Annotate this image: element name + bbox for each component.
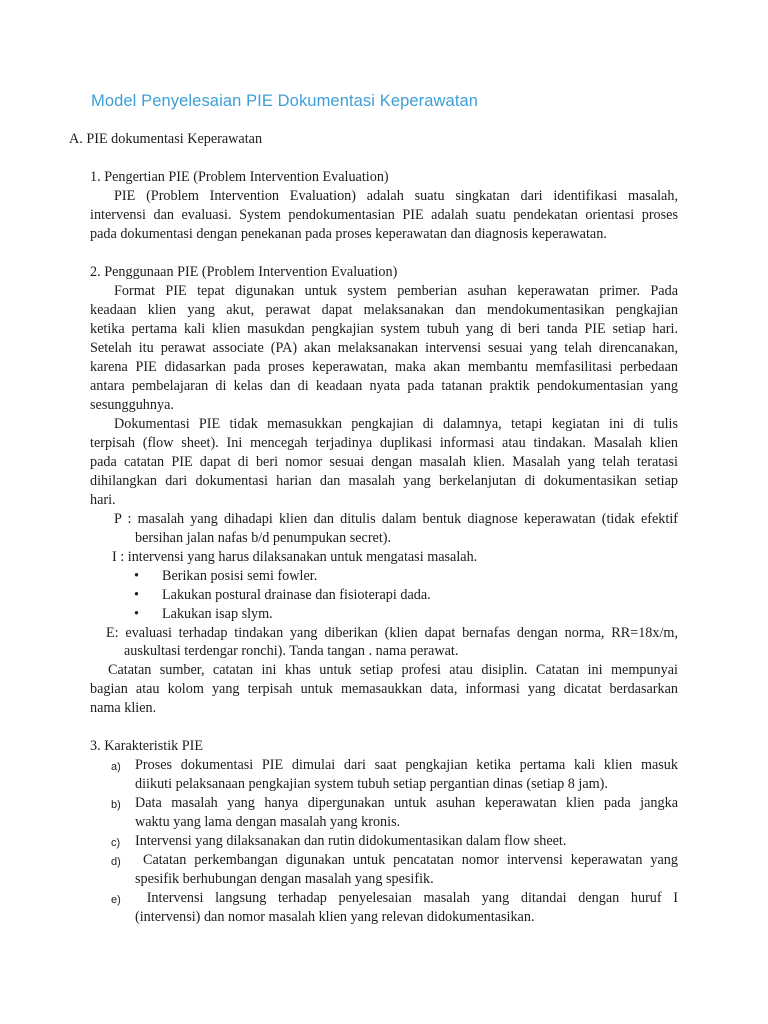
list-label: a)	[111, 761, 121, 773]
s1-line: intervensi dan evaluasi. System pendokumentasian PIE adalah suatu pendekatan orientasi proses	[90, 207, 678, 223]
s2-p3-line: bagian atau kolom yang terpisah untuk memasaukkan data, informasi yang dicatat berdasarkan	[90, 681, 678, 697]
bullet-item: • Lakukan postural drainase dan fisioterapi dada.	[134, 587, 431, 603]
list-item-line: (intervensi) dan nomor masalah klien yang relevan didokumentasikan.	[135, 909, 535, 925]
list-item-line: Intervensi langsung terhadap penyelesaian masalah yang ditandai dengan huruf I	[135, 890, 679, 906]
s1-line: pada dokumentasi dengan penekanan pada proses keperawatan dan diagnosis keperawatan.	[90, 226, 607, 242]
list-label: e)	[111, 894, 121, 906]
s2-p2-line: hari.	[90, 492, 116, 508]
s1-line: PIE (Problem Intervention Evaluation) adalah suatu singkatan dari identifikasi masalah,	[114, 188, 678, 204]
list-label: b)	[111, 799, 121, 811]
s2-p2-line: Dokumentasi PIE tidak memasukkan pengkajian di dalamnya, tetapi kegiatan ini di tulis	[114, 416, 678, 432]
list-item-line: spesifik berhubungan dengan masalah yang spesifik.	[135, 871, 434, 887]
bullet-item: • Berikan posisi semi fowler.	[134, 568, 318, 584]
list-item-line: Proses dokumentasi PIE dimulai dari saat pengkajian ketika pertama kali klien masuk	[135, 757, 678, 773]
s2-p1-line: keadaan klien yang akut, perawat dapat melaksanakan dan mendokumentasikan pengkajian	[90, 302, 678, 318]
bullet-item: • Lakukan isap slym.	[134, 606, 273, 622]
s2-p2-line: terpisah (flow sheet). Ini mencegah terjadinya duplikasi informasi atau tindakan. Masalah klien	[90, 435, 678, 451]
s2-p2-line: dihilangkan dari dokumentasi harian dan masalah yang berkelanjutan di dokumentasikan setiap	[90, 473, 678, 489]
list-item-line: Data masalah yang hanya dipergunakan untuk asuhan keperawatan klien pada jangka	[135, 795, 678, 811]
s2-p1-line: sesungguhnya.	[90, 397, 174, 413]
s2-p3-line: Catatan sumber, catatan ini khas untuk setiap profesi atau disiplin. Catatan ini mempunyai	[108, 662, 678, 678]
p-definition: P : masalah yang dihadapi klien dan ditulis dalam bentuk diagnose keperawatan (tidak efektif	[114, 511, 678, 527]
s2-p1-line: ketika pertama kali klien masukdan pengkajian system tubuh yang di beri tanda PIE setiap hari.	[90, 321, 678, 337]
section-3-heading: 3. Karakteristik PIE	[90, 738, 204, 754]
s2-p2-line: pada catatan PIE dapat di beri nomor sesuai dengan masalah klien. Masalah yang telah teratasi	[90, 454, 678, 470]
section-1-heading: 1. Pengertian PIE (Problem Intervention Evaluation)	[90, 169, 389, 185]
list-item-line: diikuti pelaksanaan pengkajian system tubuh setiap pergantian dinas (setiap 8 jam).	[135, 776, 608, 792]
s2-p1-line: Format PIE tepat digunakan untuk system pemberian asuhan keperawatan primer. Pada	[114, 283, 678, 299]
list-item-line: waktu yang lama dengan masalah yang kronis.	[135, 814, 401, 830]
list-item-line: Intervensi yang dilaksanakan dan rutin didokumentasikan dalam flow sheet.	[135, 833, 567, 849]
s2-p1-line: antara pembelajaran di kelas dan di keadaan nyata pada tatanan praktik pendokumentasian yang	[90, 378, 678, 394]
e-definition-cont: auskultasi terdengar ronchi). Tanda tangan . nama perawat.	[124, 643, 459, 659]
section-2-heading: 2. Penggunaan PIE (Problem Intervention Evaluation)	[90, 264, 398, 280]
p-definition-cont: bersihan jalan nafas b/d penumpukan secret).	[135, 530, 392, 546]
s2-p1-line: Setelah itu perawat associate (PA) akan melaksanakan intervensi sesuai yang telah direncanakan,	[90, 340, 678, 356]
list-item-line: Catatan perkembangan digunakan untuk pencatatan nomor intervensi keperawatan yang	[135, 852, 678, 868]
i-definition: I : intervensi yang harus dilaksanakan untuk mengatasi masalah.	[112, 549, 478, 565]
list-label: c)	[111, 837, 121, 849]
page-title: Model Penyelesaian PIE Dokumentasi Keperawatan	[91, 92, 479, 110]
section-a-heading: A. PIE dokumentasi Keperawatan	[69, 131, 263, 147]
s2-p1-line: karena PIE didasarkan pada proses keperawatan, maka akan membantu memfasilitasi perbedaan	[90, 359, 678, 375]
e-definition: E: evaluasi terhadap tindakan yang diberikan (klien dapat bernafas dengan norma, RR=18x/m,	[106, 625, 678, 641]
list-label: d)	[111, 856, 121, 868]
s2-p3-line: nama klien.	[90, 700, 157, 716]
